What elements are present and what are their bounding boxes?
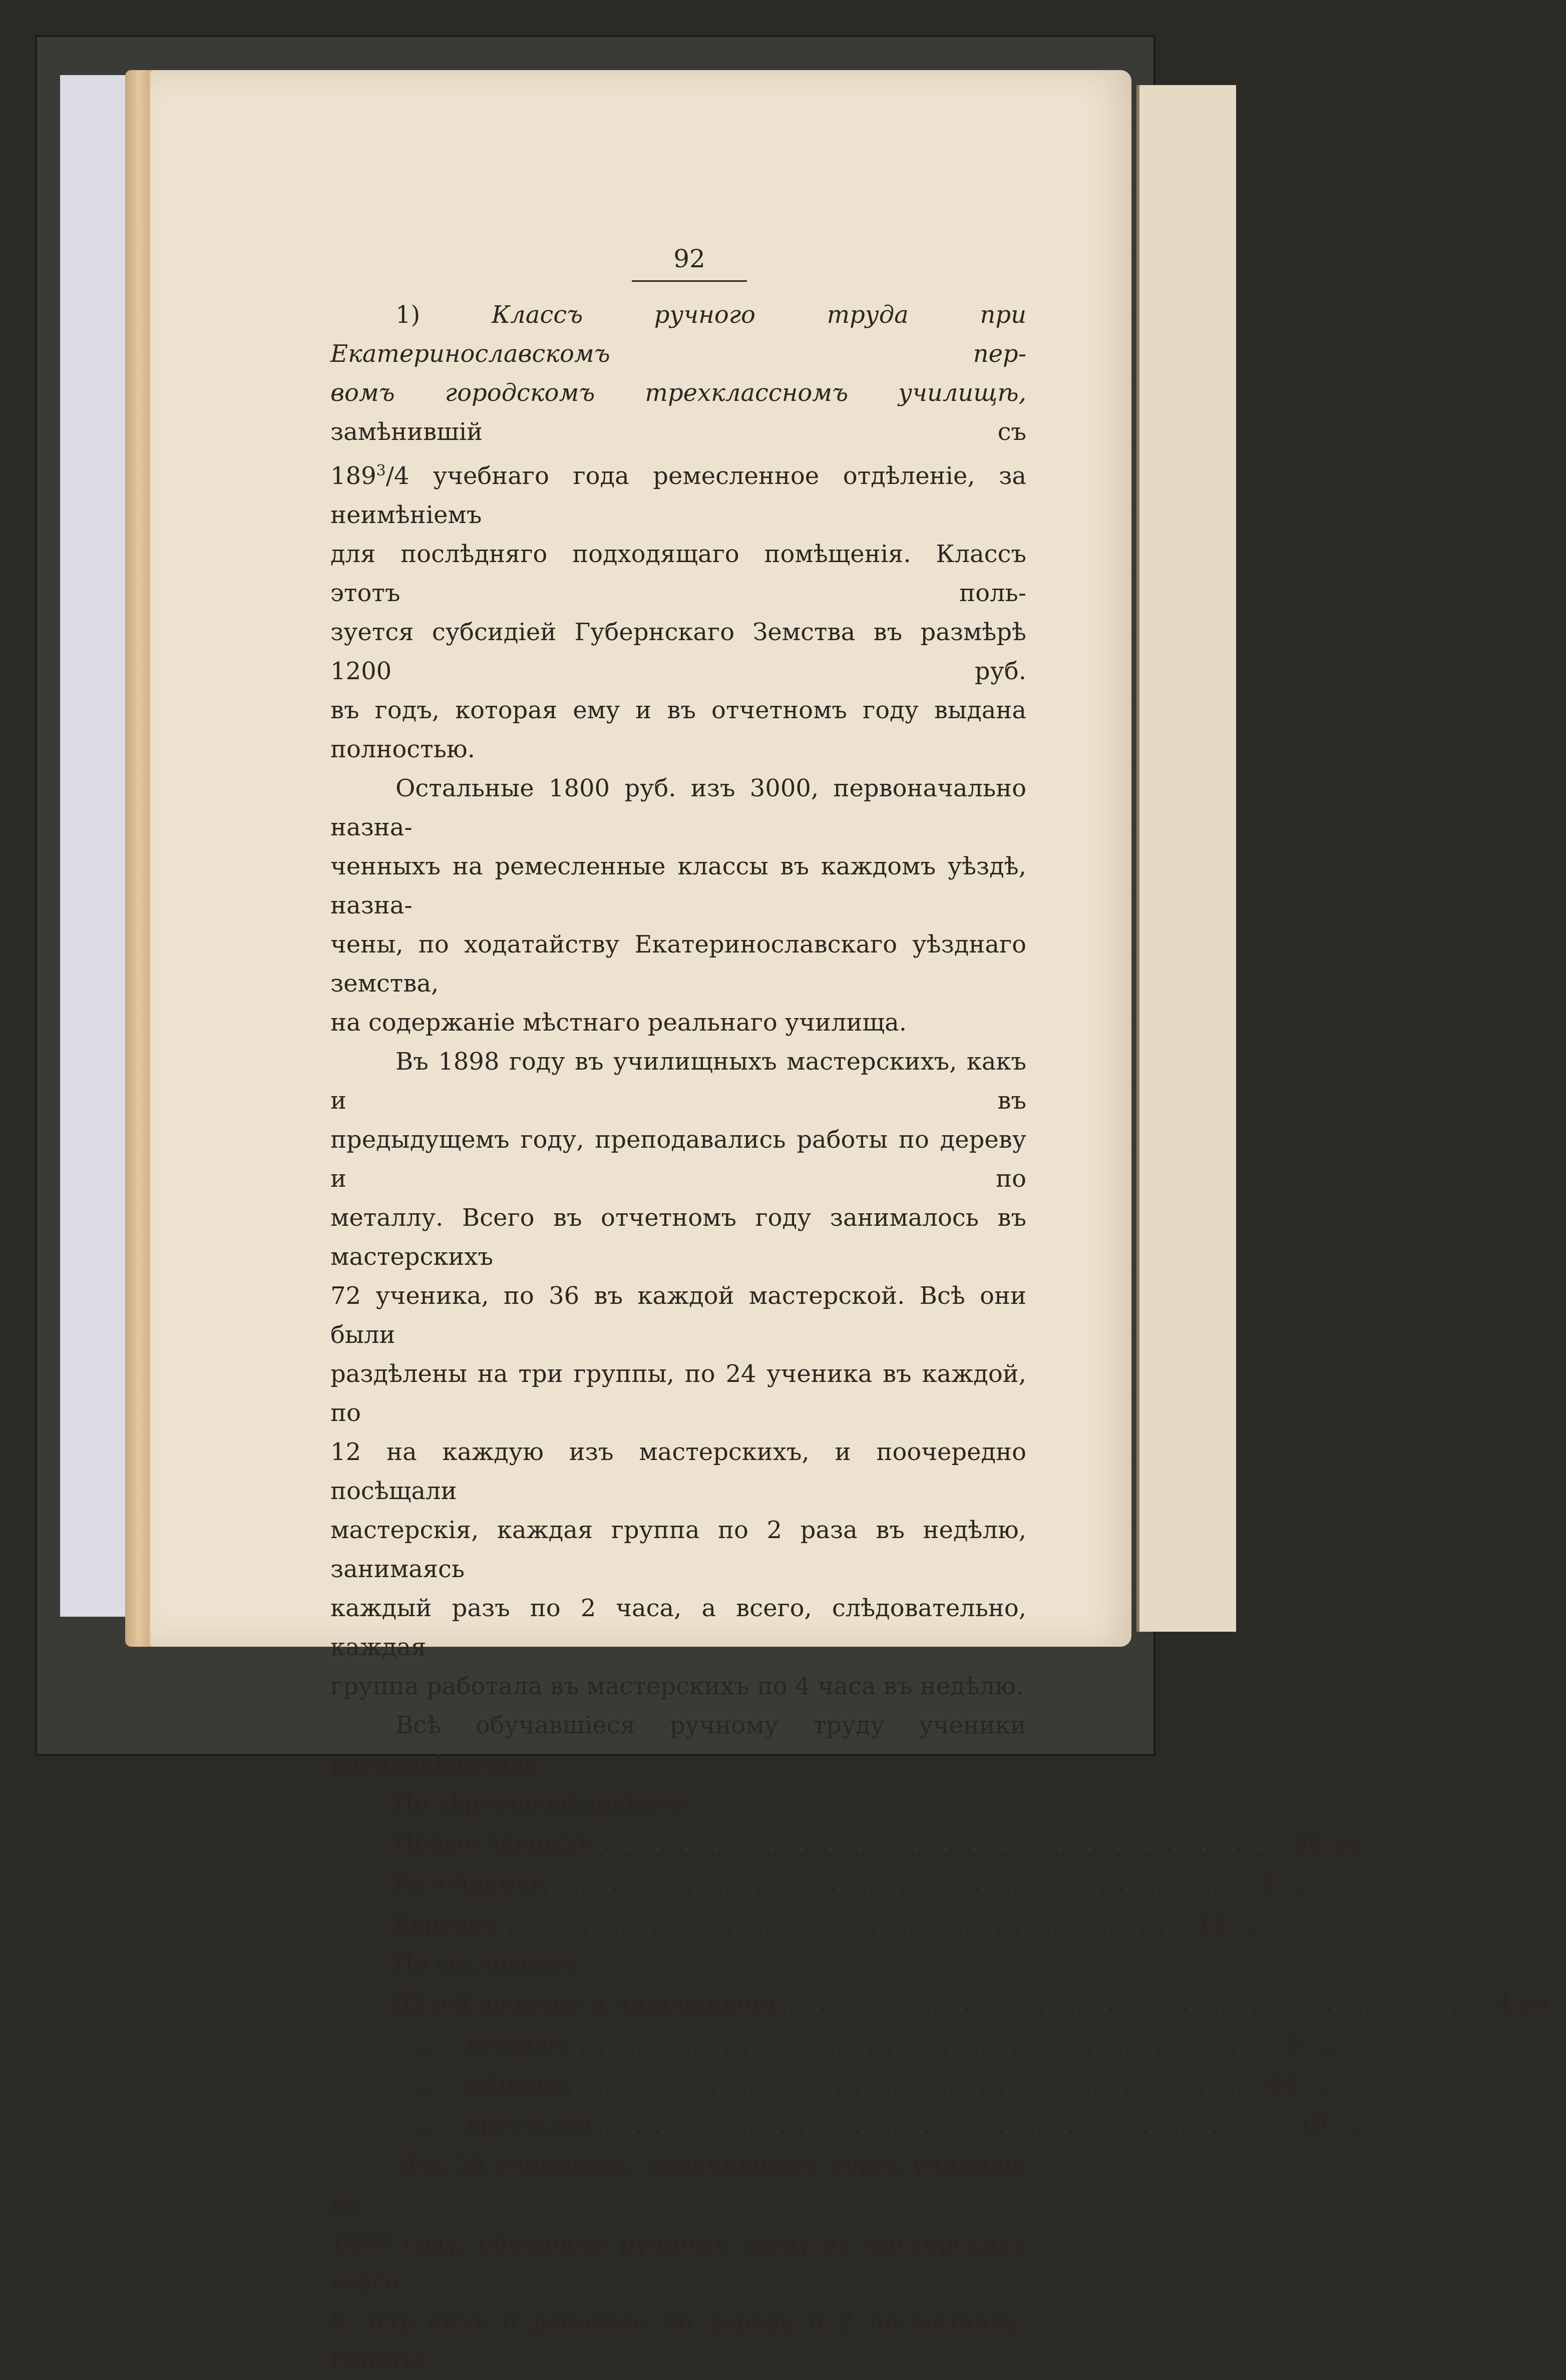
ditto-mark: „ — [418, 2070, 431, 2098]
paragraph-2 — [330, 769, 1026, 1042]
list-item: Дѣтей дворянъ и чиновниковъ . . . . . . . . . . . . . . . . . . . . . . . . 4 уч. — [393, 1984, 1026, 2024]
text-line: 72 ученика, по 36 въ каждой мастерской. Всѣ они были — [330, 1282, 1026, 1349]
list-item: „ купцовъ . . . . . . . . . . . . . . . . . . . . . . . . 3 „ — [418, 2024, 1026, 2065]
leader-dots: . . . . . . . . . . . . . . . . . . . . . . . . — [572, 2074, 1248, 2097]
page-number: 92 — [632, 244, 747, 282]
text-line: зуется субсидіей Губернскаго Земства въ размѣрѣ 1200 руб. — [330, 618, 1026, 685]
text-line: чены, по ходатайству Екатеринославскаго уѣзднаго земства, — [330, 930, 1026, 998]
paragraph-1 — [330, 295, 1026, 769]
facing-page-edge — [1136, 85, 1236, 1632]
text-line: въ годъ, которая ему и въ отчетномъ году выдана полностью. — [330, 696, 1026, 763]
list-item: „ мѣщанъ . . . . . . . . . . . . . . . . . . . . . . . . 46 „ — [418, 2065, 1026, 2105]
text-line: Въ 1898 году въ училищныхъ мастерскихъ, какъ и въ — [330, 1048, 1026, 1115]
paragraph-3 — [330, 1042, 1026, 1706]
leader-dots: . . . . . . . . . . . . . . . . . . . . . . . . — [574, 2034, 1251, 2057]
list-item: Католиковъ . . . . . . . . . . . . . . . . . . . . . . . . 3 „ — [393, 1863, 1026, 1904]
text-line: $189^3/4$ учебнаго года ремесленное отдѣленіе, за неимѣніемъ — [330, 462, 1026, 529]
text-line: ченныхъ на ремесленные классы въ каждомъ уѣздѣ, назна- — [330, 852, 1026, 919]
religion-list — [330, 1823, 1370, 1945]
text-line: Остальные 1800 руб. изъ 3000, первоначально назна- — [330, 774, 1026, 841]
text-line: 1898 году, обучалось ручному труду въ мастерскихъ всего — [330, 2229, 1026, 2296]
list-item: Православныхъ . . . . . . . . . . . . . . . . . . . . . . . . 55 уч. — [393, 1823, 1026, 1863]
text-line: раздѣлены на три группы, по 24 ученика въ каждой, по — [330, 1360, 1026, 1427]
text-line: каждый разъ по 2 часа, а всего, слѣдовательно, каждая — [330, 1594, 1026, 1661]
text-line: 12 на каждую изъ мастерскихъ, и поочередно посѣщали — [330, 1438, 1026, 1505]
text-line: 1) Классъ ручного труда при Екатеринославскомъ пер- — [330, 301, 1026, 368]
text-line: металлу. Всего въ отчетномъ году занималось въ мастерскихъ — [330, 1204, 1026, 1271]
estate-list — [330, 1984, 1558, 2146]
ditto-mark: „ — [418, 2111, 431, 2139]
estate-heading: По сословіямъ: — [393, 1950, 586, 1978]
leader-dots: . . . . . . . . . . . . . . . . . . . . . . . . — [548, 1873, 1224, 1896]
text-line: Изъ 28 учениковъ, окончившихъ курсъ училища въ — [330, 2151, 1026, 2218]
leader-dots: . . . . . . . . . . . . . . . . . . . . . . . . — [785, 1993, 1461, 2016]
text-line: вомъ городскомъ трехклассномъ училищѣ, замѣнившій съ — [330, 379, 1026, 446]
text-line: на содержаніе мѣстнаго реальнаго училища. — [330, 1009, 907, 1037]
list-item: Евреевъ . . . . . . . . . . . . . . . . . . . . . . . . 14 „ — [393, 1904, 1026, 1945]
religion-heading: По вѣроисповѣданіямъ: — [393, 1789, 692, 1817]
distribution-intro: Всѣ обучавшіеся ручному труду ученики распредѣлялись: — [330, 1711, 1026, 1778]
text-line: группа работала въ мастерскихъ по 4 часа въ недѣлю. — [330, 1672, 1024, 1700]
text-line: 8, изъ нихъ 6 работало по дереву и 2 по металлу. Работы — [330, 2307, 1026, 2374]
text-line: предыдущемъ году, преподавались работы по дереву и по — [330, 1126, 1026, 1193]
paragraph-5 — [330, 2146, 1026, 2380]
list-item: „ крестьянъ . . . . . . . . . . . . . . . . . . . . . . . . 19 „ — [418, 2105, 1026, 2146]
leader-dots: . . . . . . . . . . . . . . . . . . . . . . . . — [601, 2115, 1278, 2138]
leader-dots: . . . . . . . . . . . . . . . . . . . . . . . . — [502, 1914, 1178, 1937]
text-line: для послѣдняго подходящаго помѣщенія. Классъ этотъ поль- — [330, 540, 1026, 607]
page-text — [330, 295, 1558, 2380]
ditto-mark: „ — [418, 2030, 431, 2058]
leader-dots: . . . . . . . . . . . . . . . . . . . . . . . . — [597, 1832, 1273, 1855]
text-line: мастерскія, каждая группа по 2 раза въ недѣлю, занимаясь — [330, 1516, 1026, 1583]
